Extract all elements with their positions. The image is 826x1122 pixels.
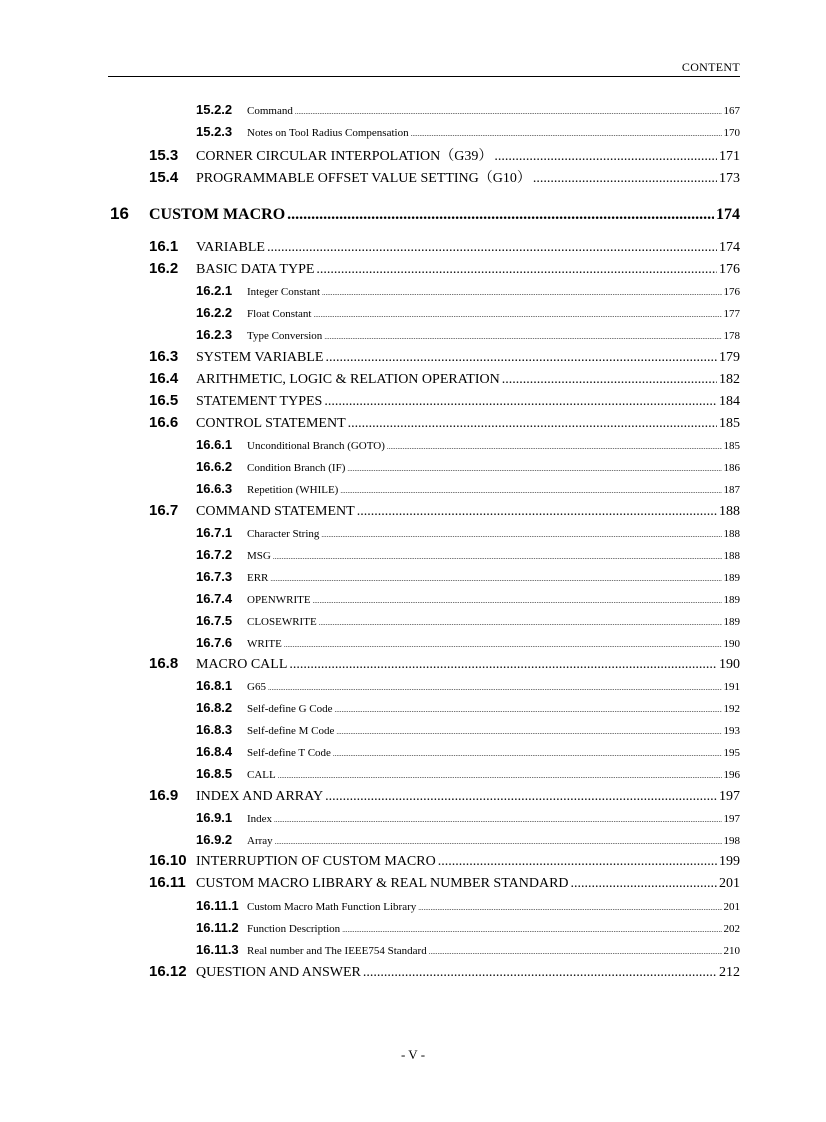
- toc-number: 16.11.2: [196, 920, 239, 935]
- toc-number: 16.6.3: [196, 481, 233, 496]
- toc-page: 185: [723, 440, 740, 452]
- toc-entry[interactable]: [196, 124, 740, 139]
- toc-page: 173: [719, 171, 740, 186]
- toc-entry[interactable]: [149, 502, 740, 520]
- toc-entry[interactable]: [149, 260, 740, 278]
- toc-entry[interactable]: [196, 678, 740, 693]
- dot-leader: [342, 923, 721, 935]
- running-header: [108, 58, 740, 77]
- toc-number: 16.9: [149, 787, 179, 804]
- toc-page: 179: [719, 350, 740, 365]
- page-footer: [0, 1047, 826, 1063]
- toc-title: COMMAND STATEMENT: [196, 504, 355, 519]
- toc-entry[interactable]: [196, 942, 740, 957]
- toc-number: 16.5: [149, 392, 179, 409]
- toc-number: 16.8.3: [196, 722, 233, 737]
- dot-leader: [429, 945, 722, 957]
- dot-leader: [313, 308, 721, 320]
- toc-title: Notes on Tool Radius Compensation: [247, 127, 409, 139]
- toc-page: 177: [723, 308, 740, 320]
- dot-leader: [335, 703, 722, 715]
- toc-title: MACRO CALL: [196, 657, 288, 672]
- toc-entry[interactable]: [196, 898, 740, 913]
- toc-number: 16.7.6: [196, 635, 233, 650]
- toc-entry[interactable]: [196, 591, 740, 606]
- toc-page: 176: [723, 286, 740, 298]
- toc-page: 197: [719, 789, 740, 804]
- toc-number: 16.8.4: [196, 744, 233, 759]
- dot-leader: [333, 747, 722, 759]
- toc-page: 196: [723, 769, 740, 781]
- toc-number: 16.9.1: [196, 810, 233, 825]
- dot-leader: [284, 638, 722, 650]
- toc-page: 189: [723, 616, 740, 628]
- dot-leader: [275, 835, 722, 847]
- toc-title: Unconditional Branch (GOTO): [247, 440, 385, 452]
- toc-page: 178: [723, 330, 740, 342]
- dot-leader: [313, 594, 722, 606]
- toc-entry[interactable]: [196, 832, 740, 847]
- toc-page: 182: [719, 372, 740, 387]
- toc-page: 190: [719, 657, 740, 672]
- toc-title: ARITHMETIC, LOGIC & RELATION OPERATION: [196, 372, 500, 387]
- dot-leader: [502, 372, 717, 388]
- dot-leader: [363, 965, 717, 981]
- toc-entry[interactable]: [149, 655, 740, 673]
- toc-number: 16.8.1: [196, 678, 233, 693]
- dot-leader: [289, 657, 717, 673]
- toc-number: 16.7.5: [196, 613, 233, 628]
- toc-entry[interactable]: [196, 635, 740, 650]
- toc-page: 201: [723, 901, 740, 913]
- toc-entry[interactable]: [149, 348, 740, 366]
- toc-entry[interactable]: [196, 102, 740, 117]
- dot-leader: [274, 813, 721, 825]
- toc-title: Command: [247, 105, 293, 117]
- toc-number: 16.1: [149, 238, 179, 255]
- toc-page: 192: [723, 703, 740, 715]
- dot-leader: [322, 286, 721, 298]
- dot-leader: [316, 262, 717, 278]
- toc-page: 176: [719, 262, 740, 277]
- toc-entry[interactable]: [196, 569, 740, 584]
- toc-page: 174: [719, 240, 740, 255]
- dot-leader: [287, 206, 714, 224]
- toc-number: 16.7: [149, 502, 179, 519]
- toc-page: 188: [719, 504, 740, 519]
- toc-title: G65: [247, 681, 266, 693]
- toc-number: 16.7.2: [196, 547, 233, 562]
- toc-title: STATEMENT TYPES: [196, 394, 323, 409]
- toc-title: Condition Branch (IF): [247, 462, 346, 474]
- toc-entry[interactable]: [196, 547, 740, 562]
- toc-title: CALL: [247, 769, 276, 781]
- toc-page: 190: [723, 638, 740, 650]
- toc-title: VARIABLE: [196, 240, 265, 255]
- toc-number: 16.8.2: [196, 700, 233, 715]
- toc-page: 170: [723, 127, 740, 139]
- dot-leader: [278, 769, 722, 781]
- toc-page: 187: [723, 484, 740, 496]
- toc-entry[interactable]: [196, 437, 740, 452]
- toc-title: CLOSEWRITE: [247, 616, 317, 628]
- toc-number: 16.11.1: [196, 898, 239, 913]
- toc-page: 197: [723, 813, 740, 825]
- toc-entry[interactable]: [196, 459, 740, 474]
- toc-entry[interactable]: [196, 327, 740, 342]
- toc-title: Array: [247, 835, 273, 847]
- toc-page: 186: [723, 462, 740, 474]
- dot-leader: [270, 572, 721, 584]
- dot-leader: [340, 484, 721, 496]
- toc-title: CORNER CIRCULAR INTERPOLATION（G39）: [196, 149, 493, 164]
- toc-entry[interactable]: [149, 787, 740, 805]
- toc-title: CONTROL STATEMENT: [196, 416, 346, 431]
- toc-page: 167: [723, 105, 740, 117]
- toc-entry[interactable]: [149, 963, 740, 981]
- toc-title: WRITE: [247, 638, 282, 650]
- toc-page: 174: [716, 206, 740, 223]
- toc-entry[interactable]: [149, 414, 740, 432]
- toc-entry[interactable]: [149, 874, 740, 892]
- toc-entry[interactable]: [196, 700, 740, 715]
- toc-title: Self-define M Code: [247, 725, 335, 737]
- dot-leader: [267, 240, 717, 256]
- toc-page: 212: [719, 965, 740, 980]
- toc-title: Real number and The IEEE754 Standard: [247, 945, 427, 957]
- toc-title: INTERRUPTION OF CUSTOM MACRO: [196, 854, 436, 869]
- toc-title: Repetition (WHILE): [247, 484, 339, 496]
- toc-number: 16.3: [149, 348, 179, 365]
- toc-entry[interactable]: [196, 810, 740, 825]
- toc-title: Float Constant: [247, 308, 312, 320]
- toc-page: 171: [719, 149, 740, 164]
- toc-title: Function Description: [247, 923, 341, 935]
- dot-leader: [336, 725, 721, 737]
- toc-entry[interactable]: [149, 167, 740, 187]
- toc-number: 16.2.3: [196, 327, 233, 342]
- dot-leader: [411, 127, 722, 139]
- toc-number: 16.2.1: [196, 283, 233, 298]
- toc-title: CUSTOM MACRO LIBRARY & REAL NUMBER STANDARD: [196, 876, 569, 891]
- dot-leader: [295, 105, 722, 117]
- toc-number: 15.3: [149, 147, 179, 164]
- toc-number: 16.8: [149, 655, 179, 672]
- dot-leader: [324, 394, 717, 410]
- toc-entry[interactable]: [196, 744, 740, 759]
- toc-entry[interactable]: [196, 722, 740, 737]
- header-label: CONTENT: [681, 60, 740, 74]
- toc-title: Integer Constant: [247, 286, 321, 298]
- dot-leader: [533, 171, 717, 187]
- toc-number: 15.2.3: [196, 124, 233, 139]
- toc-title: BASIC DATA TYPE: [196, 262, 315, 277]
- toc-title: INDEX AND ARRAY: [196, 789, 324, 804]
- toc-number: 16.2: [149, 260, 179, 277]
- toc-title: Character String: [247, 528, 320, 540]
- dot-leader: [324, 330, 721, 342]
- toc-title: Index: [247, 813, 273, 825]
- toc-title: PROGRAMMABLE OFFSET VALUE SETTING（G10）: [196, 171, 531, 186]
- toc-number: 16.11: [149, 874, 186, 891]
- toc-entry[interactable]: [196, 525, 740, 540]
- toc-page: 185: [719, 416, 740, 431]
- toc-page: 189: [723, 572, 740, 584]
- toc-entry[interactable]: [149, 145, 740, 165]
- toc-title: Self-define T Code: [247, 747, 331, 759]
- toc-entry[interactable]: [149, 370, 740, 388]
- dot-leader: [268, 681, 722, 693]
- toc-title: SYSTEM VARIABLE: [196, 350, 324, 365]
- toc-entry[interactable]: [196, 920, 740, 935]
- toc-page: 195: [723, 747, 740, 759]
- toc-entry[interactable]: [149, 392, 740, 410]
- toc-number: 16.6.1: [196, 437, 233, 452]
- dot-leader: [571, 876, 717, 892]
- toc-page: 184: [719, 394, 740, 409]
- toc-number: 16.6.2: [196, 459, 233, 474]
- toc-entry[interactable]: [110, 204, 740, 224]
- toc-entry[interactable]: [196, 305, 740, 320]
- dot-leader: [357, 504, 717, 520]
- toc-page: 198: [723, 835, 740, 847]
- toc-title: MSG: [247, 550, 271, 562]
- page-number-label: - V -: [400, 1047, 426, 1062]
- toc-number: 16.6: [149, 414, 179, 431]
- dot-leader: [273, 550, 722, 562]
- toc-number: 16.12: [149, 963, 187, 980]
- dot-leader: [347, 462, 721, 474]
- toc-title: CUSTOM MACRO: [149, 206, 286, 223]
- toc-number: 16: [110, 204, 129, 223]
- toc-page: 210: [723, 945, 740, 957]
- toc-page: 201: [719, 876, 740, 891]
- toc-number: 15.4: [149, 169, 179, 186]
- dot-leader: [438, 854, 717, 870]
- toc-number: 16.8.5: [196, 766, 233, 781]
- toc-title: OPENWRITE: [247, 594, 311, 606]
- dot-leader: [348, 416, 717, 432]
- dot-leader: [494, 149, 717, 165]
- toc-number: 16.7.3: [196, 569, 233, 584]
- toc-entry[interactable]: [196, 613, 740, 628]
- toc-page: 188: [723, 528, 740, 540]
- toc-title: Type Conversion: [247, 330, 323, 342]
- toc-number: 16.10: [149, 852, 187, 869]
- dot-leader: [321, 528, 721, 540]
- toc-number: 16.7.1: [196, 525, 233, 540]
- toc-entry[interactable]: [196, 766, 740, 781]
- dot-leader: [387, 440, 722, 452]
- toc-page: 193: [723, 725, 740, 737]
- toc-page: 188: [723, 550, 740, 562]
- toc-number: 16.11.3: [196, 942, 239, 957]
- toc-number: 16.7.4: [196, 591, 233, 606]
- toc-number: 15.2.2: [196, 102, 233, 117]
- toc-title: ERR: [247, 572, 269, 584]
- toc-title: Self-define G Code: [247, 703, 333, 715]
- toc-number: 16.9.2: [196, 832, 233, 847]
- toc-number: 16.2.2: [196, 305, 233, 320]
- toc-entry[interactable]: [149, 852, 740, 870]
- dot-leader: [325, 350, 717, 366]
- toc-entry[interactable]: [196, 283, 740, 298]
- toc-page: 199: [719, 854, 740, 869]
- toc-number: 16.4: [149, 370, 179, 387]
- dot-leader: [418, 901, 721, 913]
- toc-entry[interactable]: [149, 238, 740, 256]
- toc-page: 202: [723, 923, 740, 935]
- toc-entry[interactable]: [196, 481, 740, 496]
- toc-page: 191: [723, 681, 740, 693]
- toc-page: 189: [723, 594, 740, 606]
- toc-title: QUESTION AND ANSWER: [196, 965, 361, 980]
- toc-title: Custom Macro Math Function Library: [247, 901, 417, 913]
- dot-leader: [325, 789, 717, 805]
- dot-leader: [319, 616, 722, 628]
